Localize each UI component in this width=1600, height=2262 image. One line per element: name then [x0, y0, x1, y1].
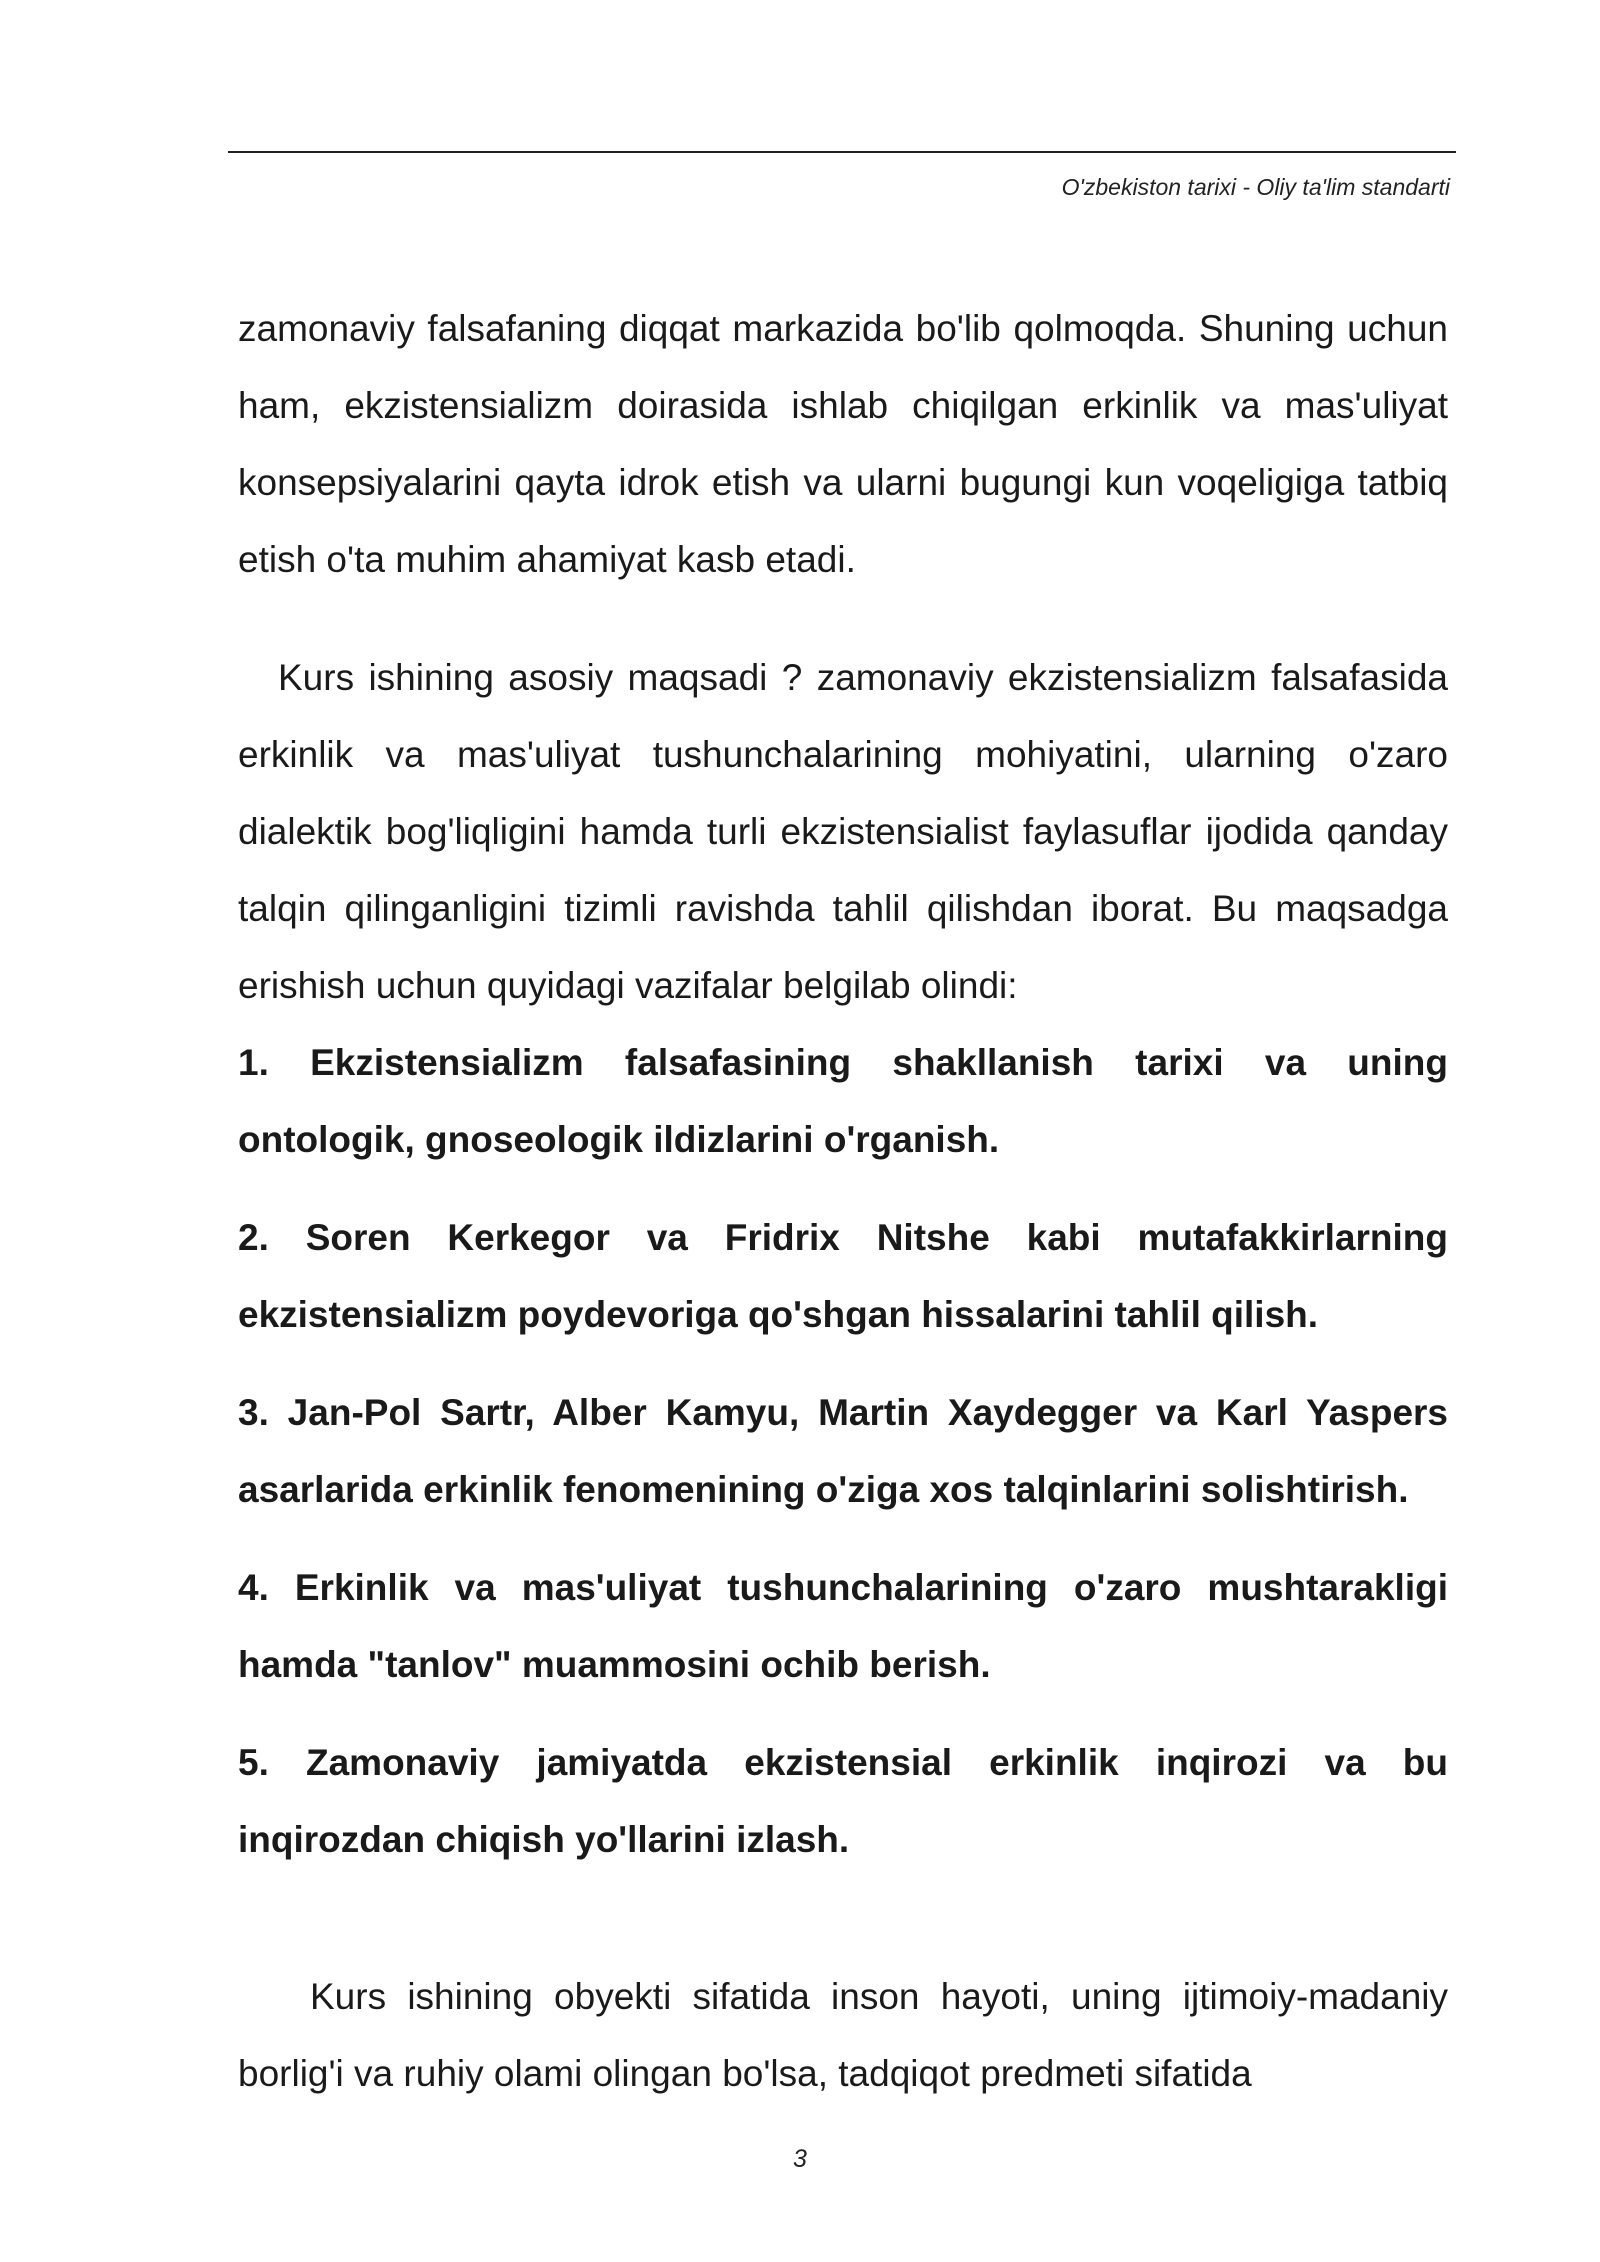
task-item: 5. Zamonaviy jamiyatda ekzistensial erkinlik inqirozi va bu inqirozdan chiqish yo'llarini izlash. [238, 1742, 1448, 1860]
running-header: O'zbekiston tarixi - Oliy ta'lim standarti [1061, 174, 1450, 200]
header-divider [228, 151, 1456, 153]
page-body [238, 290, 1448, 2112]
page-number: 3 [793, 2145, 807, 2173]
task-item: 1. Ekzistensializm falsafasining shakllanish tarixi va uning ontologik, gnoseologik ildizlarini o'rganish. [238, 1042, 1448, 1160]
body-paragraph: zamonaviy falsafaning diqqat markazida bo'lib qolmoqda. Shuning uchun ham, ekzistensializm doirasida ishlab chiqilgan erkinlik va mas'uliyat konsepsiyalarini qayta idrok etish va ularni bugungi kun voqeligiga tatbiq etish o'ta muhim ahamiyat kasb etadi. [238, 308, 1448, 580]
body-paragraph: Kurs ishining asosiy maqsadi ? zamonaviy ekzistensializm falsafasida erkinlik va mas'uliyat tushunchalarining mohiyatini, ularning o'zaro dialektik bog'liqligini hamda turli ekzistensialist faylasuflar ijodida qanday talqin qilinganligini tizimli ravishda tahlil qilishdan iborat. Bu maqsadga erishish uchun quyidagi vazifalar belgilab olindi: [238, 657, 1448, 1006]
task-item: 2. Soren Kerkegor va Fridrix Nitshe kabi mutafakkirlarning ekzistensializm poydevoriga qo'shgan hissalarini tahlil qilish. [238, 1217, 1448, 1335]
body-paragraph: Kurs ishining obyekti sifatida inson hayoti, uning ijtimoiy-madaniy borlig'i va ruhiy olami olingan bo'lsa, tadqiqot predmeti sifatida [238, 1976, 1448, 2094]
task-item: 3. Jan-Pol Sartr, Alber Kamyu, Martin Xaydegger va Karl Yaspers asarlarida erkinlik fenomenining o'ziga xos talqinlarini solishtirish. [238, 1392, 1448, 1510]
task-item: 4. Erkinlik va mas'uliyat tushunchalarining o'zaro mushtarakligi hamda "tanlov" muammosini ochib berish. [238, 1567, 1448, 1685]
